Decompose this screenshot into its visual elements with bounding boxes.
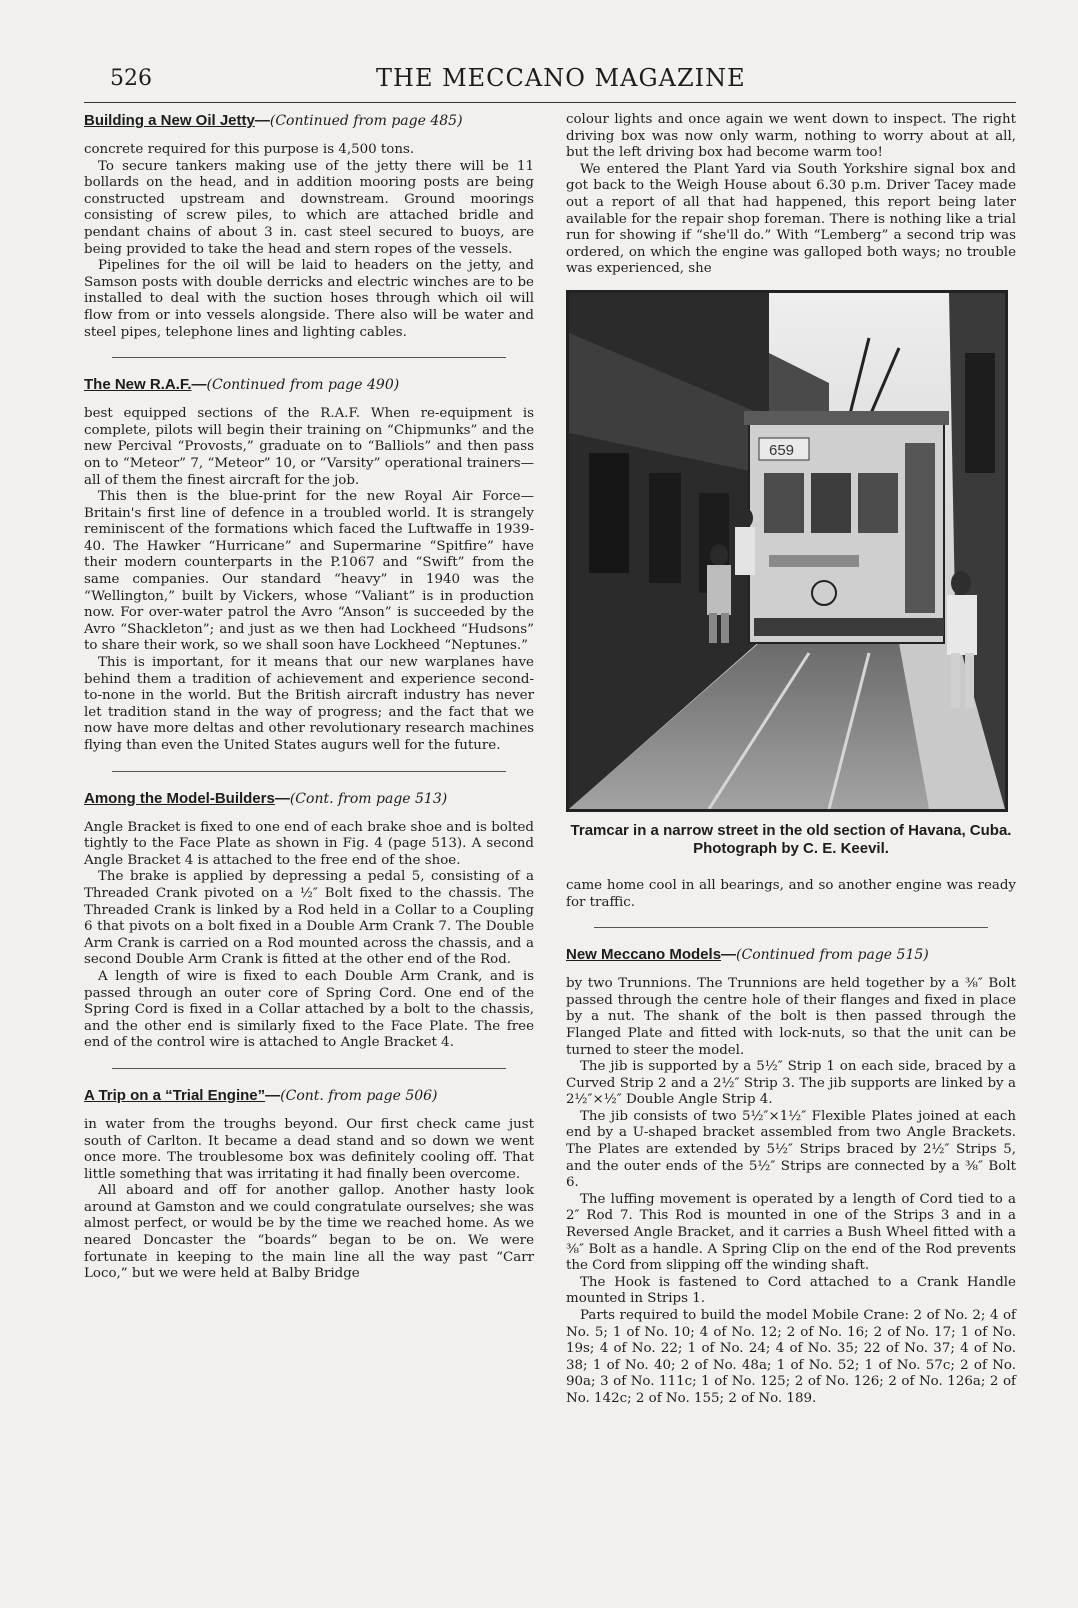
header-rule bbox=[84, 102, 1016, 103]
magazine-title: THE MECCANO MAGAZINE bbox=[376, 64, 746, 92]
section-divider bbox=[594, 927, 988, 928]
article-model-builders bbox=[84, 790, 534, 1052]
right-column bbox=[566, 112, 1016, 1408]
paragraph: This is important, for it means that our new warplanes have behind them a tradition of achievement and experience second-to-none in the world. But the British aircraft industry has never let tradition stand in the way of progress; and the fact that we now have more deltas and other revolutionary research machines flying than even the United States augurs well for the future. bbox=[84, 655, 534, 753]
continued-note: (Continued from page 490) bbox=[206, 377, 400, 394]
section-title: The New R.A.F. bbox=[84, 376, 192, 394]
paragraph: The brake is applied by depressing a pedal 5, consisting of a Threaded Crank pivoted on a ½″ Bolt fixed to the chassis. The Threaded Crank is linked by a Rod held in a Collar to a Coupling 6 that pivots on a bolt fixed in a Double Arm Crank 7. The Double Arm Crank is carried on a Rod mounted across the chassis, and a second Double Arm Crank is fitted at the other end of the Rod. bbox=[84, 869, 534, 968]
paragraph: This then is the blue-print for the new Royal Air Force—Britain's first line of defence in a troubled world. It is strangely reminiscent of the formations which faced the Luftwaffe in 1939-40. The Hawker “Hurricane” and Supermarine “Spitfire” have their modern counterparts in the P.1067 and “Swift” from the same companies. Our standard “heavy” in 1940 was the “Wellington,” built by Vickers, whose “Valiant” is in production now. For over-water patrol the Avro “Anson” is succeeded by the Avro “Shackleton”; and just as we then had Lockheed “Hudsons” to share their work, so we shall soon have Lockheed “Neptunes.” bbox=[84, 489, 534, 654]
continued-note: (Continued from page 485) bbox=[269, 113, 463, 129]
paragraph: best equipped sections of the R.A.F. When re-equipment is complete, pilots will begin their training on “Chipmunks” and the new Percival “Provosts,” graduate on to “Balliols” and then pass on to “Meteor” 7, “Meteor” 10, or “Varsity” operational trainers—all of them the finest aircraft for the job. bbox=[84, 406, 534, 488]
paragraph: To secure tankers making use of the jetty there will be 11 bollards on the head, and in addition mooring posts are being constructed upstream and downstream. Ground moorings consisting of screw piles, to which are attached bridle and pendant chains of about 3 in. cast steel secured to buoys, are being provided to take the head and stern ropes of the vessels. bbox=[84, 158, 534, 257]
paragraph: by two Trunnions. The Trunnions are held together by a ⅜″ Bolt passed through the centre hole of their flanges and fixed in place by a nut. The shank of the bolt is then passed through the Flanged Plate and fitted with lock-nuts, so that the unit can be turned to steer the model. bbox=[566, 976, 1016, 1058]
photo-caption: Tramcar in a narrow street in the old section of Havana, Cuba. Photograph by C. E. Keevil. bbox=[570, 821, 1012, 857]
article-oil-jetty bbox=[84, 112, 534, 341]
paragraph: The Hook is fastened to Cord attached to a Crank Handle mounted in Strips 1. bbox=[566, 1274, 1016, 1307]
section-title: A Trip on a “Trial Engine” bbox=[84, 1086, 266, 1104]
continued-note: (Continued from page 515) bbox=[736, 947, 929, 964]
paragraph: The jib is supported by a 5½″ Strip 1 on each side, braced by a Curved Strip 2 and a 2½″ Strip 3. The jib supports are linked by a 2½″×½″ Double Angle Strip 4. bbox=[566, 1059, 1016, 1108]
section-title: Building a New Oil Jetty bbox=[84, 112, 255, 129]
section-heading: New Meccano Models—(Continued from page 515) bbox=[566, 946, 929, 964]
paragraph: came home cool in all bearings, and so another engine was ready for traffic. bbox=[566, 877, 1016, 910]
section-heading: Among the Model-Builders—(Cont. from page 513) bbox=[84, 789, 448, 807]
section-title: New Meccano Models bbox=[566, 946, 722, 964]
paragraph: in water from the troughs beyond. Our first check came just south of Carlton. It became a dead stand and so down we went once more. The troublesome box was definitely cooling off. That little something that was irritating it had finally been overcome. bbox=[84, 1116, 534, 1182]
section-heading: Building a New Oil Jetty—(Continued from page 485) bbox=[84, 112, 463, 129]
paragraph: All aboard and off for another gallop. Another hasty look around at Gamston and we could congratulate ourselves; she was almost perfect, or would be by the time we reached home. As we neared Doncaster the “boards” began to be on. We were fortunate in keeping to the main line all the way past “Carr Loco,” but we were held at Balby Bridge bbox=[84, 1183, 534, 1282]
continued-note: (Cont. from page 506) bbox=[280, 1087, 438, 1104]
article-trial-engine bbox=[84, 1087, 534, 1283]
continued-note: (Cont. from page 513) bbox=[289, 790, 448, 807]
paragraph: Parts required to build the model Mobile Crane: 2 of No. 2; 4 of No. 5; 1 of No. 10; 4 of No. 12; 2 of No. 16; 2 of No. 17; 1 of No. 19s; 4 of No. 22; 1 of No. 24; 4 of No. 35; 22 of No. 37; 4 of No. 38; 1 of No. 40; 2 of No. 48a; 1 of No. 52; 1 of No. 57c; 2 of No. 90a; 3 of No. 111c; 1 of No. 125; 2 of No. 126; 2 of No. 126a; 2 of No. 142c; 2 of No. 155; 2 of No. 189. bbox=[566, 1308, 1016, 1406]
section-divider bbox=[112, 357, 506, 358]
paragraph: Angle Bracket is fixed to one end of each brake shoe and is bolted tightly to the Face Plate as shown in Fig. 4 (page 513). A second Angle Bracket 4 is attached to the free end of the shoe. bbox=[84, 819, 534, 868]
tram-number: 659 bbox=[769, 441, 795, 459]
paragraph: The jib consists of two 5½″×1½″ Flexible Plates joined at each end by a U-shaped bracket assembled from two Angle Brackets. The Plates are extended by 5½″ Strips braced by 2½″ Strips 5, and the outer ends of the 5½″ Strips are connected by a ⅜″ Bolt 6. bbox=[566, 1108, 1016, 1191]
tramcar-illustration bbox=[569, 293, 1005, 809]
paragraph: The luffing movement is operated by a length of Cord tied to a 2″ Rod 7. This Rod is mounted in one of the Strips 3 and in a Reversed Angle Bracket, and it carries a Bush Wheel fitted with a ⅜″ Bolt as a handle. A Spring Clip on the end of the Rod prevents the Cord from slipping off the winding shaft. bbox=[566, 1191, 1016, 1274]
paragraph: A length of wire is fixed to each Double Arm Crank, and is passed through an outer core of Spring Cord. One end of the Spring Cord is fixed in a Collar attached by a bolt to the chassis, and the other end is similarly fixed to the Face Plate. The free end of the control wire is attached to Angle Bracket 4. bbox=[84, 968, 534, 1051]
section-divider bbox=[112, 1068, 506, 1069]
page-number: 526 bbox=[110, 66, 152, 91]
paragraph: We entered the Plant Yard via South Yorkshire signal box and got back to the Weigh House about 6.30 p.m. Driver Tacey made out a report of all that had happened, this report being later available for the repair shop foreman. There is nothing like a trial run for showing if “she'll do.” With “Lemberg” a second trip was ordered, on which the engine was galloped both ways; no trouble was experienced, she bbox=[566, 161, 1016, 277]
section-heading: A Trip on a “Trial Engine”—(Cont. from page 506) bbox=[84, 1086, 438, 1104]
article-meccano-models bbox=[566, 946, 1016, 1407]
tramcar-photo bbox=[566, 290, 1008, 812]
paragraph: colour lights and once again we went down to inspect. The right driving box was now only warm, nothing to worry about at all, but the left driving box had become warm too! bbox=[566, 112, 1016, 161]
section-divider bbox=[112, 771, 506, 772]
article-new-raf bbox=[84, 376, 534, 754]
paragraph: Pipelines for the oil will be laid to headers on the jetty, and Samson posts with double derricks and electric winches are to be installed to deal with the suction hoses through which oil will flow from or into vessels alongside. There also will be water and steel pipes, telephone lines and lighting cables. bbox=[84, 258, 534, 340]
section-title: Among the Model-Builders bbox=[84, 789, 275, 807]
left-column bbox=[84, 112, 534, 1283]
section-heading: The New R.A.F.—(Continued from page 490) bbox=[84, 376, 400, 394]
paragraph: concrete required for this purpose is 4,500 tons. bbox=[84, 142, 415, 157]
